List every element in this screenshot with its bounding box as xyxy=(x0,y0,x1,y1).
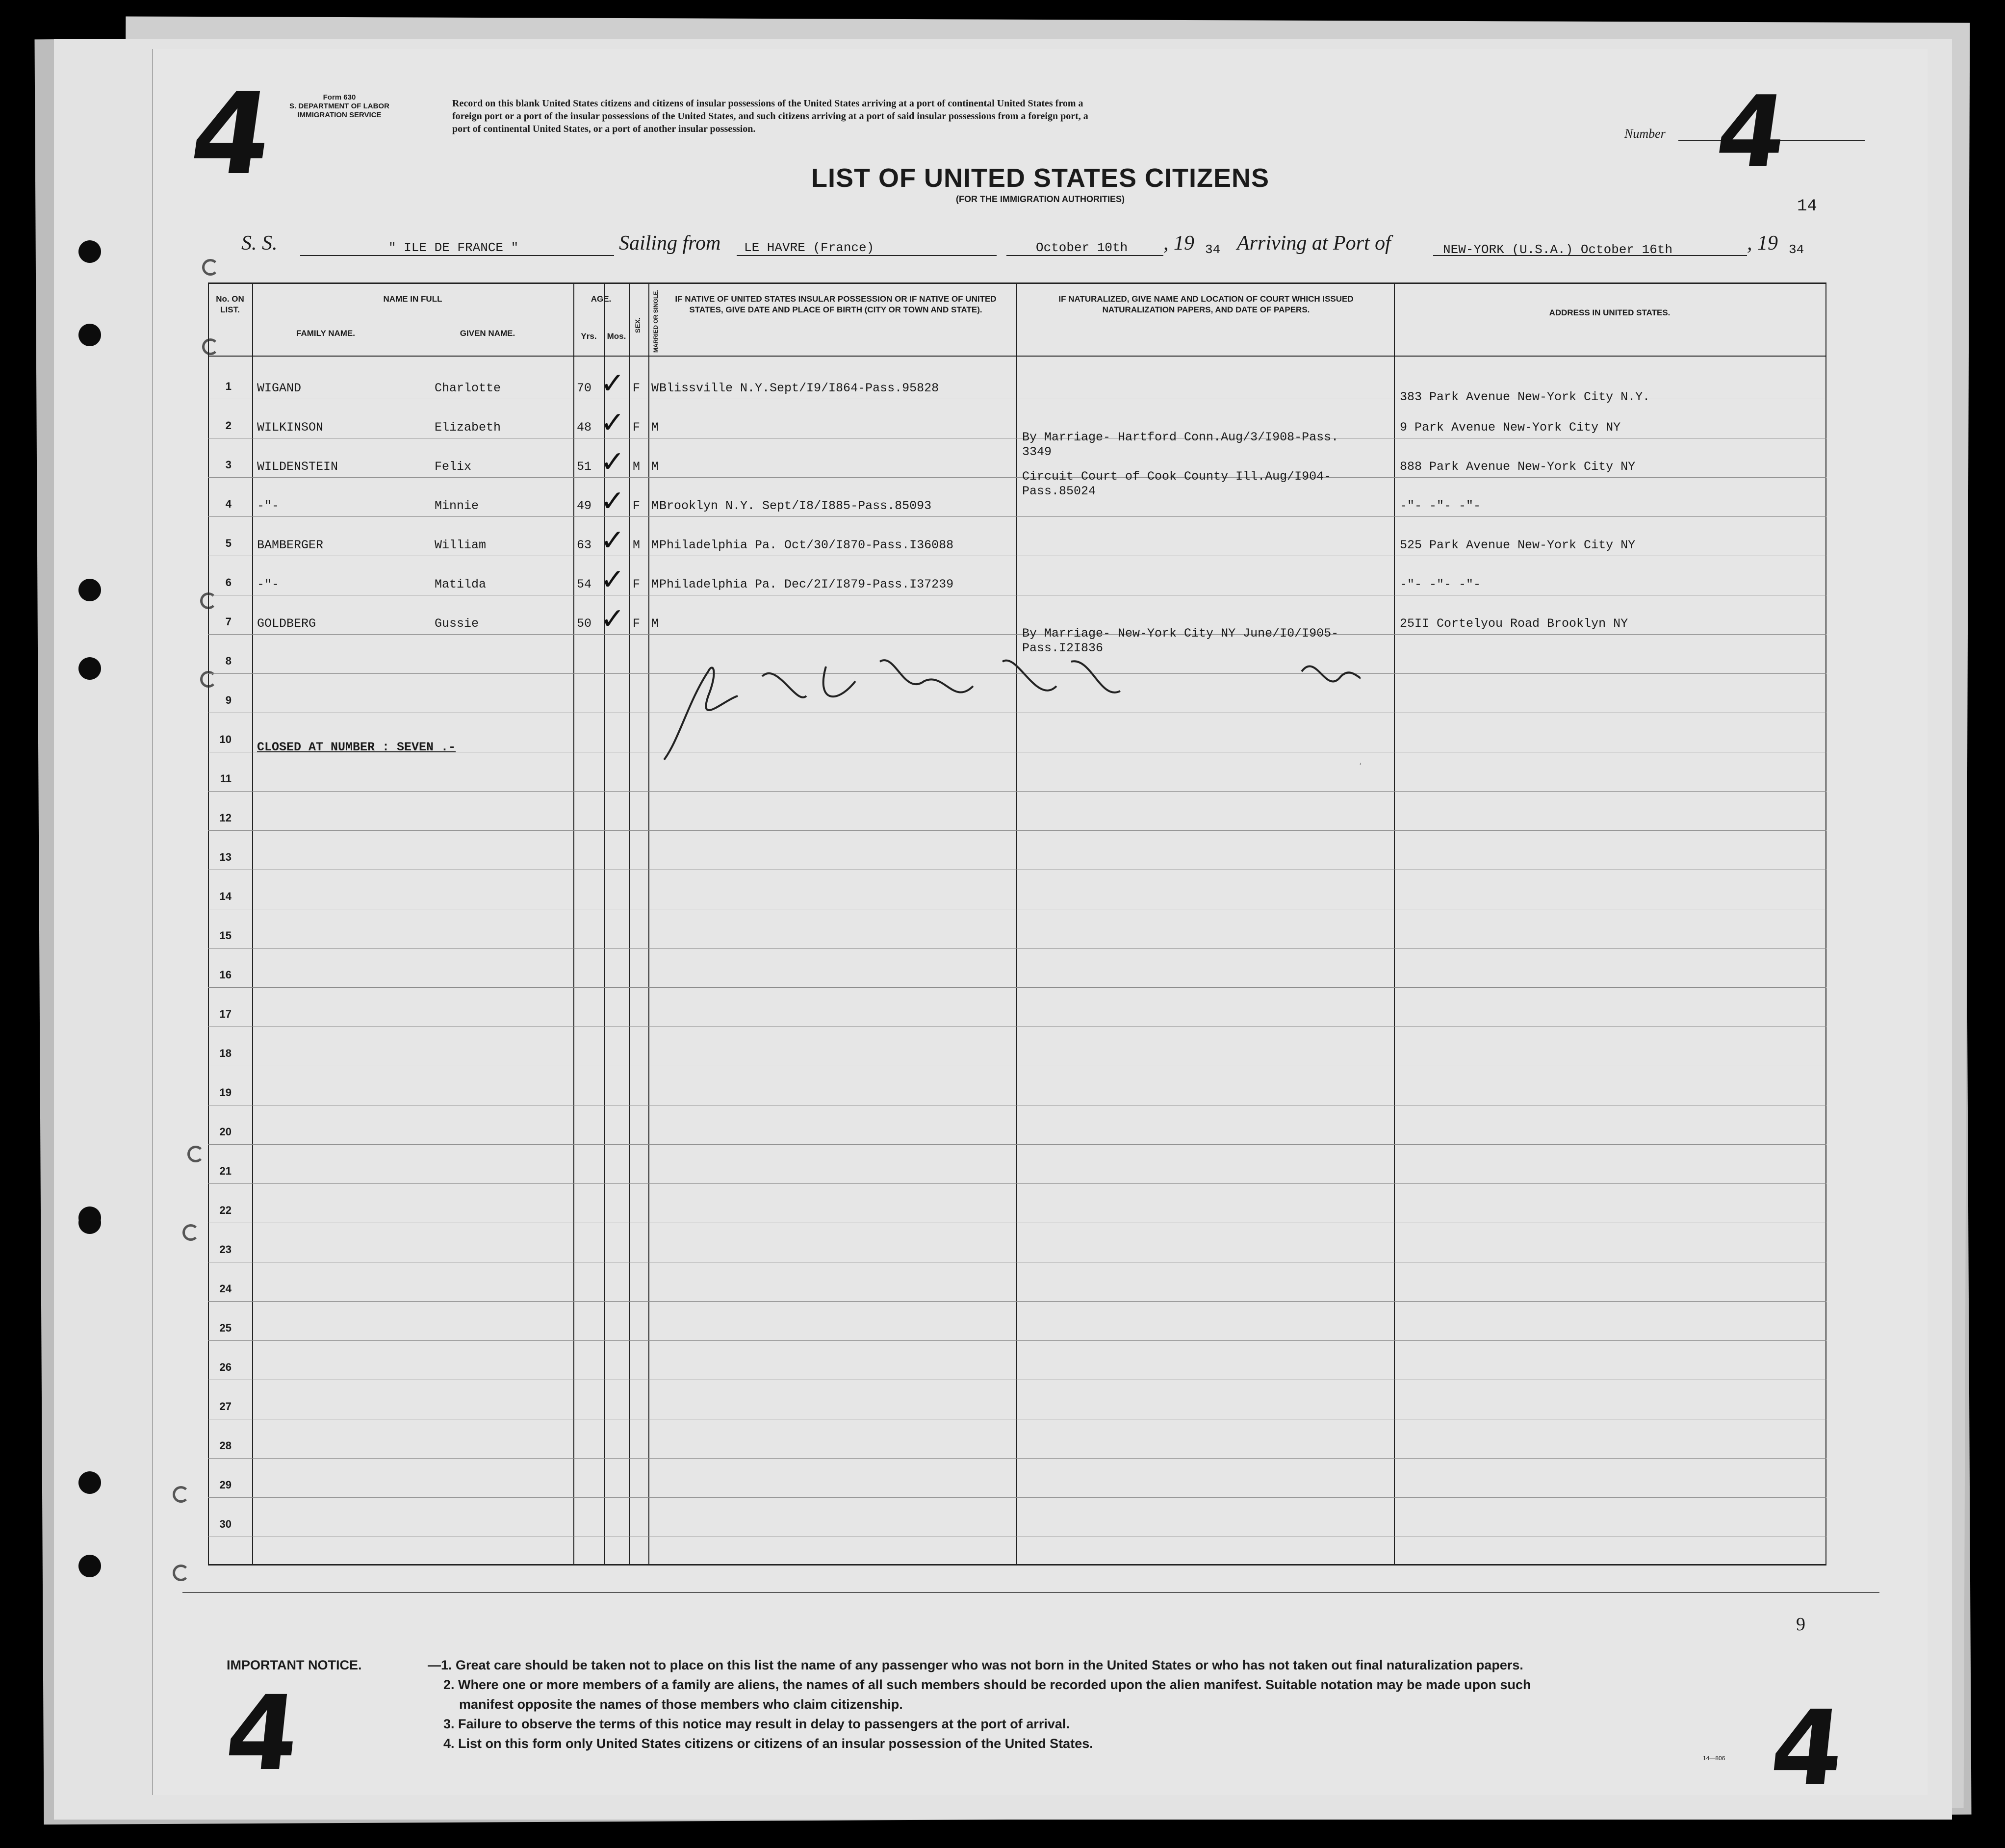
row-number: 15 xyxy=(219,929,231,942)
check-mark-icon: ✓ xyxy=(600,366,625,401)
col-line xyxy=(629,284,630,1564)
row-number: 13 xyxy=(219,851,231,863)
row-number: 11 xyxy=(220,772,231,785)
row-rule xyxy=(208,634,1826,635)
header-birth-place: IF NATIVE OF UNITED STATES INSULAR POSSESSION OR IF NATIVE OF UNITED STATES, GIVE DATE AND PLACE OF BIRTH (CITY OR TOWN AND STATE). xyxy=(675,294,997,314)
naturalization-cell: By Marriage- Hartford Conn.Aug/3/I908-Pass. xyxy=(1022,430,1339,444)
marital-status-cell: M xyxy=(651,499,659,513)
address-cell: 383 Park Avenue New-York City N.Y. xyxy=(1400,390,1650,404)
service-name: IMMIGRATION SERVICE xyxy=(297,111,382,119)
age-cell: 51 xyxy=(577,460,592,474)
check-mark-icon: ✓ xyxy=(600,406,625,440)
footer-page-number: 9 xyxy=(1796,1614,1805,1635)
ss-label: S. S. xyxy=(241,232,278,255)
check-mark-icon: ✓ xyxy=(600,602,625,636)
row-number: 8 xyxy=(225,655,231,667)
header-mos: Mos. xyxy=(607,332,626,341)
marital-status-cell: M xyxy=(651,616,659,631)
address-cell: 9 Park Avenue New-York City NY xyxy=(1400,420,1621,435)
row-number: 6 xyxy=(225,576,231,589)
notice-item: 3. Failure to observe the terms of this notice may result in delay to passengers at the port of arrival. xyxy=(443,1717,1070,1731)
sail-year-suffix: 34 xyxy=(1205,242,1221,257)
row-number: 3 xyxy=(225,459,231,471)
row-number: 2 xyxy=(225,419,231,432)
row-number: 22 xyxy=(219,1204,231,1216)
header-family-name: FAMILY NAME. xyxy=(296,329,355,338)
row-number: 5 xyxy=(225,537,231,549)
from-port: LE HAVRE (France) xyxy=(744,240,874,255)
punch-hole xyxy=(78,1211,101,1234)
age-cell: 50 xyxy=(577,616,592,631)
binder-ring xyxy=(173,1565,189,1581)
arrival-year-prefix: , 19 xyxy=(1747,232,1778,255)
col-line xyxy=(252,284,253,1564)
birth-place-cell: Philadelphia Pa. Oct/30/I870-Pass.I36088 xyxy=(659,538,954,552)
print-code: 14—806 xyxy=(1703,1755,1725,1762)
marital-status-cell: W xyxy=(651,381,659,395)
number-value: 4 xyxy=(1709,75,1794,189)
header-naturalized: IF NATURALIZED, GIVE NAME AND LOCATION OF COURT WHICH ISSUED NATURALIZATION PAPERS, AND DATE OF PAPERS. xyxy=(1058,294,1354,314)
punch-hole xyxy=(78,579,101,601)
address-cell: 525 Park Avenue New-York City NY xyxy=(1400,538,1636,552)
sex-cell: F xyxy=(633,381,641,395)
age-cell: 48 xyxy=(577,420,592,435)
row-number: 16 xyxy=(219,969,231,981)
given-name-cell: Elizabeth xyxy=(435,420,501,435)
col-line xyxy=(1825,284,1826,1564)
notice-item: —1. Great care should be taken not to place on this list the name of any passenger who was not born in the United States or who has not taken out final naturalization papers. xyxy=(428,1658,1523,1672)
address-cell: -"- -"- -"- xyxy=(1400,577,1481,591)
marital-status-cell: M xyxy=(651,420,659,435)
given-name-cell: Matilda xyxy=(435,577,487,591)
binder-ring xyxy=(173,1486,189,1503)
family-name-cell: WIGAND xyxy=(257,381,302,395)
row-number: 4 xyxy=(225,498,231,510)
given-name-cell: Gussie xyxy=(435,616,479,631)
intro-line: port of continental United States, or a port of another insular possession. xyxy=(452,124,756,134)
birth-place-cell: Philadelphia Pa. Dec/2I/I879-Pass.I37239 xyxy=(659,577,954,591)
birth-place-cell: Blissville N.Y.Sept/I9/I864-Pass.95828 xyxy=(659,381,939,395)
sail-date-line xyxy=(1006,255,1163,256)
naturalization-cell: By Marriage- New-York City NY June/I0/I905- xyxy=(1022,626,1339,641)
notice-item: 2. Where one or more members of a family are aliens, the names of all such members should be recorded upon the alien manifest. Suitable notation may be made upon such xyxy=(443,1677,1531,1692)
form-id xyxy=(276,93,403,120)
marital-status-cell: M xyxy=(651,577,659,591)
header-sex: SEX. xyxy=(634,317,642,333)
form-number: Form 630 xyxy=(323,93,356,102)
row-number: 21 xyxy=(219,1165,231,1177)
row-number: 29 xyxy=(219,1479,231,1491)
from-port-line xyxy=(737,255,997,256)
header-married-single: MARRIED OR SINGLE. xyxy=(652,289,659,353)
row-number: 20 xyxy=(219,1126,231,1138)
row-number: 23 xyxy=(219,1243,231,1256)
family-name-cell: -"- xyxy=(257,577,280,591)
sail-year-prefix: , 19 xyxy=(1163,232,1194,255)
punch-hole xyxy=(78,1471,101,1494)
row-number: 28 xyxy=(219,1439,231,1452)
age-cell: 54 xyxy=(577,577,592,591)
row-number: 27 xyxy=(219,1400,231,1412)
list-number-stamp: 4 xyxy=(183,69,280,200)
passenger-table xyxy=(208,282,1826,1566)
row-number: 17 xyxy=(219,1008,231,1020)
col-line xyxy=(648,284,649,1564)
intro-line: foreign port or a port of the insular possessions of the United States, and such citizens arriving at a port of said insular possessions from a foreign port, a xyxy=(452,111,1088,122)
page-subtitle: (FOR THE IMMIGRATION AUTHORITIES) xyxy=(956,194,1125,204)
row-rule xyxy=(208,1301,1826,1302)
family-name-cell: -"- xyxy=(257,499,280,513)
ship-line xyxy=(300,255,614,256)
check-mark-icon: ✓ xyxy=(600,445,625,479)
header-rule xyxy=(208,356,1826,357)
row-rule xyxy=(208,948,1826,949)
col-line xyxy=(208,284,209,1564)
sex-cell: M xyxy=(633,460,641,474)
header-yrs: Yrs. xyxy=(581,332,597,341)
citizen-list-form xyxy=(152,49,1928,1808)
row-rule xyxy=(208,791,1826,792)
age-cell: 70 xyxy=(577,381,592,395)
row-number: 12 xyxy=(219,812,231,824)
row-number: 24 xyxy=(219,1283,231,1295)
row-rule xyxy=(208,1183,1826,1184)
col-line xyxy=(573,284,574,1564)
birth-place-cell: Brooklyn N.Y. Sept/I8/I885-Pass.85093 xyxy=(659,499,932,513)
family-name-cell: WILDENSTEIN xyxy=(257,460,338,474)
col-line xyxy=(1394,284,1395,1564)
family-name-cell: WILKINSON xyxy=(257,420,324,435)
row-rule xyxy=(208,1497,1826,1498)
notice-item: 4. List on this form only United States citizens or citizens of an insular possession of the United States. xyxy=(443,1736,1093,1751)
given-name-cell: William xyxy=(435,538,487,552)
check-mark-icon: ✓ xyxy=(600,563,625,597)
punch-hole xyxy=(78,1555,101,1577)
given-name-cell: Felix xyxy=(435,460,472,474)
header-given-name: GIVEN NAME. xyxy=(460,329,515,338)
address-cell: 888 Park Avenue New-York City NY xyxy=(1400,460,1636,474)
col-line xyxy=(1016,284,1017,1564)
age-cell: 63 xyxy=(577,538,592,552)
ship-name: " ILE DE FRANCE " xyxy=(388,240,519,255)
sex-cell: F xyxy=(633,499,641,513)
row-rule xyxy=(208,477,1826,478)
closed-note: CLOSED AT NUMBER : SEVEN .- xyxy=(257,740,456,754)
marital-status-cell: M xyxy=(651,538,659,552)
sex-cell: F xyxy=(633,577,641,591)
row-number: 9 xyxy=(225,694,231,706)
row-number: 19 xyxy=(219,1086,231,1099)
naturalization-cell-cont: 3349 xyxy=(1022,445,1052,459)
address-cell: 25II Cortelyou Road Brooklyn NY xyxy=(1400,616,1628,631)
intro-text xyxy=(452,97,1088,135)
arrival-year-suffix: 34 xyxy=(1789,242,1804,257)
header-no: No. ON LIST. xyxy=(216,294,244,314)
notice-items xyxy=(428,1655,1531,1753)
marital-status-cell: M xyxy=(651,460,659,474)
arriving-label: Arriving at Port of xyxy=(1237,232,1391,255)
family-name-cell: BAMBERGER xyxy=(257,538,324,552)
address-cell: -"- -"- -"- xyxy=(1400,499,1481,513)
department-name: S. DEPARTMENT OF LABOR xyxy=(289,102,389,110)
notice-item: manifest opposite the names of those members who claim citizenship. xyxy=(459,1697,903,1712)
sex-cell: M xyxy=(633,538,641,552)
inspector-signature xyxy=(649,642,1361,770)
punch-hole xyxy=(78,324,101,346)
binder-ring xyxy=(202,259,219,276)
row-number: 25 xyxy=(219,1322,231,1334)
given-name-cell: Minnie xyxy=(435,499,479,513)
page-title: LIST OF UNITED STATES CITIZENS xyxy=(811,163,1269,193)
header-age: AGE. xyxy=(591,294,612,304)
row-rule xyxy=(208,1340,1826,1341)
page-mark: 14 xyxy=(1797,197,1817,216)
naturalization-cell-cont: Pass.85024 xyxy=(1022,484,1096,498)
row-number: 7 xyxy=(225,616,231,628)
row-rule xyxy=(208,830,1826,831)
row-number: 10 xyxy=(219,733,231,745)
binder-ring xyxy=(182,1224,199,1241)
corner-number-bottom-left: 4 xyxy=(220,1673,305,1794)
family-name-cell: GOLDBERG xyxy=(257,616,316,631)
row-number: 14 xyxy=(219,890,231,902)
row-number: 26 xyxy=(219,1361,231,1373)
notice-heading: IMPORTANT NOTICE. xyxy=(227,1658,362,1672)
age-cell: 49 xyxy=(577,499,592,513)
sex-cell: F xyxy=(633,420,641,435)
naturalization-cell: Circuit Court of Cook County Ill.Aug/I904- xyxy=(1022,469,1332,484)
punch-hole xyxy=(78,657,101,680)
notice-rule xyxy=(182,1592,1879,1593)
intro-line: Record on this blank United States citizens and citizens of insular possessions of the United States arriving at a port of continental United States from a xyxy=(452,98,1083,109)
row-rule xyxy=(208,1458,1826,1459)
row-number: 18 xyxy=(219,1047,231,1059)
row-rule xyxy=(208,516,1826,517)
row-number: 1 xyxy=(225,380,231,392)
row-number: 30 xyxy=(219,1518,231,1530)
corner-number-bottom-right: 4 xyxy=(1765,1688,1850,1808)
row-rule xyxy=(208,1144,1826,1145)
arrival-port: NEW-YORK (U.S.A.) October 16th xyxy=(1443,242,1673,257)
header-name-in-full: NAME IN FULL xyxy=(383,294,442,304)
binder-ring xyxy=(187,1146,204,1162)
sex-cell: F xyxy=(633,616,641,631)
check-mark-icon: ✓ xyxy=(600,484,625,518)
manifest-page xyxy=(54,39,1952,1820)
given-name-cell: Charlotte xyxy=(435,381,501,395)
number-label: Number xyxy=(1624,127,1666,141)
header-address: ADDRESS IN UNITED STATES. xyxy=(1549,308,1671,317)
row-rule xyxy=(208,987,1826,988)
sailing-label: Sailing from xyxy=(619,232,721,255)
naturalization-cell-cont: Pass.I2I836 xyxy=(1022,641,1104,655)
check-mark-icon: ✓ xyxy=(600,523,625,558)
punch-hole xyxy=(78,240,101,263)
sail-date: October 10th xyxy=(1036,240,1128,255)
